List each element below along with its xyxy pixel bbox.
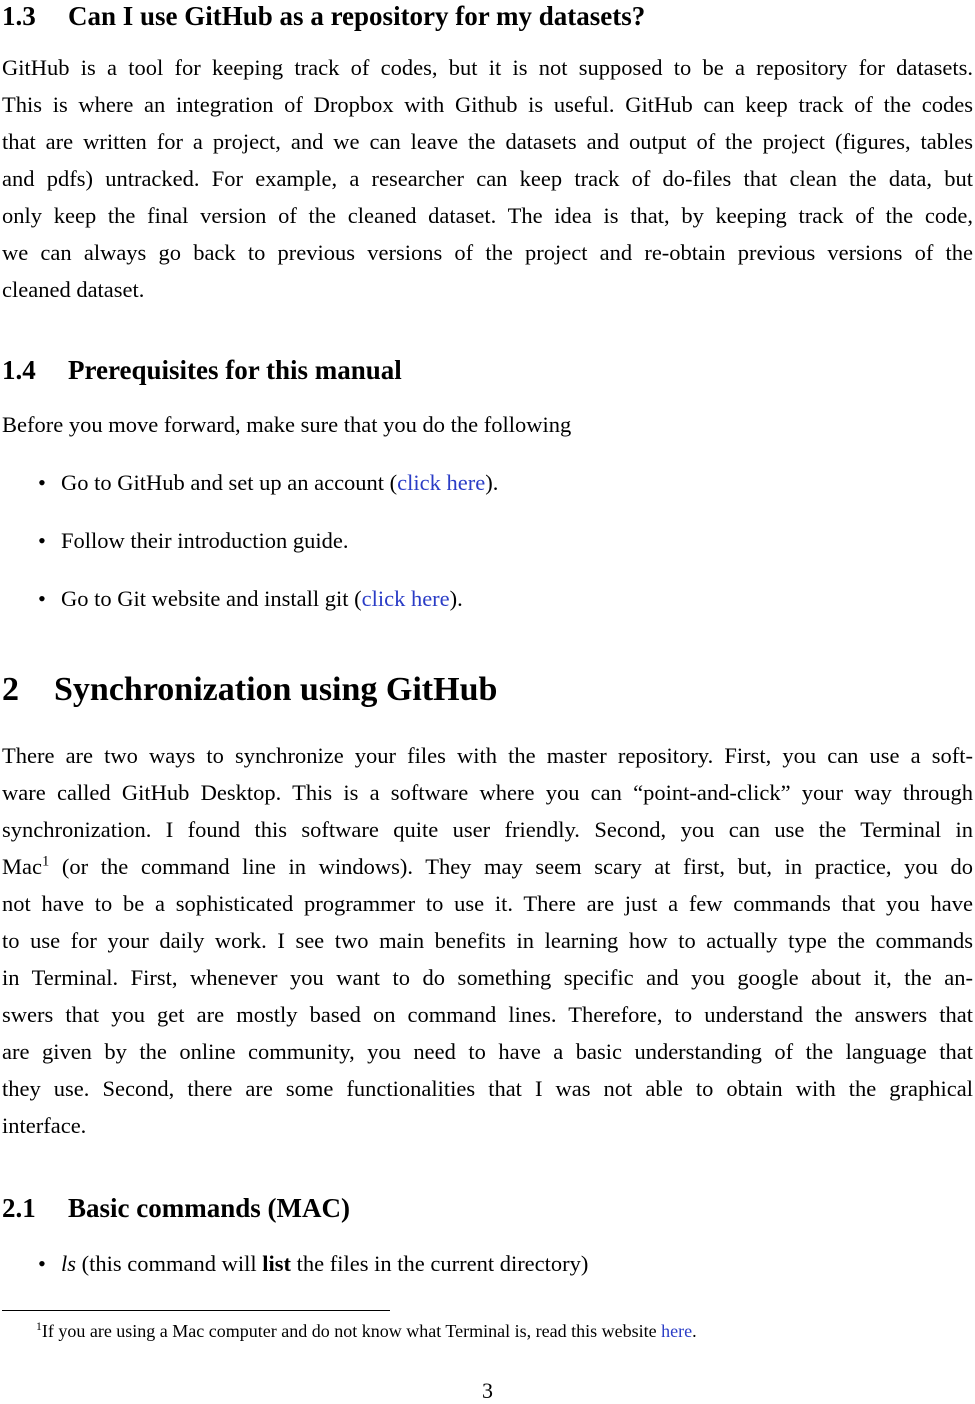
footnote-text: If you are using a Mac computer and do not know what Terminal is, read this website bbox=[41, 1321, 662, 1341]
section-title: Can I use GitHub as a repository for my datasets? bbox=[68, 1, 646, 31]
list-item bbox=[38, 1249, 588, 1279]
footnote bbox=[36, 1318, 697, 1344]
text-line: This is where an integration of Dropbox with Github is useful. GitHub can keep track of the codes bbox=[2, 92, 973, 117]
text-line: and pdfs) untracked. For example, a researcher can keep track of do-files that clean the data, but bbox=[2, 166, 973, 191]
section-number: 1.4 bbox=[2, 355, 36, 385]
list-item-text: (this command will bbox=[76, 1251, 263, 1276]
text-line: are given by the online community, you need to have a basic understanding of the language that bbox=[2, 1039, 973, 1064]
footnote-end: . bbox=[692, 1321, 697, 1341]
text-line: that are written for a project, and we can leave the datasets and output of the project (figures, tables bbox=[2, 129, 973, 154]
footnote-mark: 1 bbox=[36, 1320, 42, 1333]
bullet-icon: • bbox=[38, 470, 46, 495]
bullet-icon: • bbox=[38, 1251, 46, 1276]
bullet-icon: • bbox=[38, 528, 46, 553]
mac-word: Mac bbox=[2, 854, 42, 879]
list-item-text-end: ). bbox=[485, 470, 499, 495]
section-title: Synchronization using GitHub bbox=[54, 671, 498, 708]
bold-word: list bbox=[262, 1251, 292, 1276]
section-number: 2.1 bbox=[2, 1193, 36, 1223]
list-item bbox=[38, 584, 463, 614]
paragraph-1-3 bbox=[2, 49, 973, 308]
text-line: to use for your daily work. I see two main benefits in learning how to actually type the commands bbox=[2, 928, 973, 953]
text-line: in Terminal. First, whenever you want to do something specific and you google about it, the an- bbox=[2, 965, 973, 990]
bullet-icon: • bbox=[38, 586, 46, 611]
list-item-text: Go to Git website and install git ( bbox=[61, 586, 362, 611]
text-line: swers that you get are mostly based on command lines. Therefore, to understand the answers that bbox=[2, 1002, 973, 1027]
list-item-text-end: ). bbox=[449, 586, 463, 611]
section-heading-1-3 bbox=[2, 0, 645, 32]
section-number: 1.3 bbox=[2, 1, 36, 31]
list-item-text-end: the files in the current directory) bbox=[291, 1251, 589, 1276]
click-here-link[interactable]: click here bbox=[397, 470, 486, 495]
text-line: we can always go back to previous versions of the project and re-obtain previous versions of the bbox=[2, 240, 973, 265]
list-item-text: Follow their introduction guide. bbox=[61, 528, 349, 553]
text-line: interface. bbox=[2, 1113, 87, 1138]
section-number: 2 bbox=[2, 671, 19, 708]
command-name: ls bbox=[61, 1251, 77, 1276]
page-number: 3 bbox=[482, 1378, 493, 1403]
footnote-here-link[interactable]: here bbox=[661, 1321, 693, 1341]
list-item-text: Go to GitHub and set up an account ( bbox=[61, 470, 398, 495]
footnote-marker[interactable]: 1 bbox=[41, 853, 50, 870]
paragraph-2 bbox=[2, 737, 973, 1144]
text-line: ware called GitHub Desktop. This is a software where you can “point-and-click” your way through bbox=[2, 780, 973, 805]
text-line-with-footnote bbox=[2, 848, 973, 885]
text-line: not have to be a sophisticated programmer to use it. There are just a few commands that you have bbox=[2, 891, 973, 916]
text-line: only keep the final version of the cleaned dataset. The idea is that, by keeping track of the code, bbox=[2, 203, 973, 228]
text-line: GitHub is a tool for keeping track of codes, but it is not supposed to be a repository for datasets. bbox=[2, 55, 973, 80]
section-title: Prerequisites for this manual bbox=[68, 355, 402, 385]
section-title: Basic commands (MAC) bbox=[68, 1193, 350, 1223]
text-line-rest: (or the command line in windows). They may seem scary at first, but, in practice, you do bbox=[61, 854, 973, 879]
section-heading-1-4 bbox=[2, 354, 402, 386]
list-item bbox=[38, 526, 348, 556]
section-heading-2-1 bbox=[2, 1192, 350, 1224]
list-item bbox=[38, 468, 498, 498]
text-line: cleaned dataset. bbox=[2, 277, 145, 302]
footnote-divider bbox=[2, 1310, 390, 1311]
prereq-intro: Before you move forward, make sure that you do the following bbox=[2, 412, 572, 437]
click-here-link[interactable]: click here bbox=[361, 586, 450, 611]
section-heading-2 bbox=[2, 670, 497, 710]
text-line: synchronization. I found this software quite user friendly. Second, you can use the Terminal in bbox=[2, 817, 973, 842]
text-line: they use. Second, there are some functionalities that I was not able to obtain with the graphical bbox=[2, 1076, 973, 1101]
text-line: There are two ways to synchronize your files with the master repository. First, you can use a soft- bbox=[2, 743, 973, 768]
